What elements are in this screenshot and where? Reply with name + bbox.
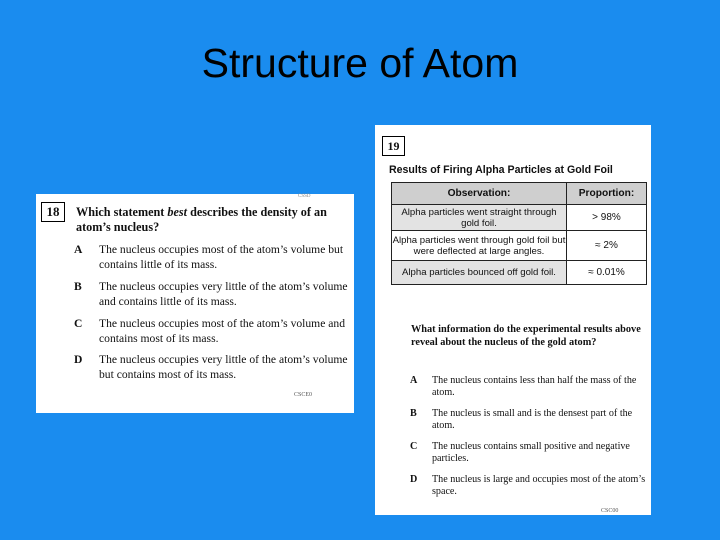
option-letter: B [410,408,417,419]
option-letter: D [410,474,418,485]
option-text: The nucleus contains less than half the mass of the atom. [432,375,637,399]
proportion-cell: > 98% [567,205,647,231]
option-letter: A [74,243,83,256]
slide-title: Structure of Atom [201,40,519,86]
question-19-number: 19 [382,136,405,156]
option-text: The nucleus occupies most of the atom’s volume but contains little of its mass. [99,243,344,271]
table-header-observation: Observation: [392,183,567,205]
results-table [391,182,647,285]
emphasis-text: best [167,205,188,219]
observation-cell: Alpha particles went through gold foil but were deflected at large angles. [392,231,567,261]
table-row [392,261,647,285]
option-letter: C [410,441,418,452]
option-text: The nucleus occupies very little of the atom’s volume but contains most of its mass. [99,353,348,381]
question-19-card [375,125,651,515]
question-18-tag: CSSD [298,194,311,199]
proportion-cell: ≈ 2% [567,231,647,261]
question-19-table-title: Results of Firing Alpha Particles at Gold Foil [389,164,613,176]
option-text: The nucleus contains small positive and negative particles. [432,441,630,465]
question-19-code: CSC00 [601,508,619,514]
table-row [392,231,647,261]
proportion-cell: ≈ 0.01% [567,261,647,285]
option-letter: B [74,280,82,293]
option-letter: D [74,353,83,366]
option-text: The nucleus occupies most of the atom’s volume and contains most of its mass. [99,317,345,345]
observation-cell: Alpha particles went straight through gold foil. [392,205,567,231]
observation-cell: Alpha particles bounced off gold foil. [392,261,567,285]
question-19-stem: What information do the experimental results above reveal about the nucleus of the gold atom? [411,324,641,348]
table-row [392,205,647,231]
table-header-proportion: Proportion: [567,183,647,205]
question-18-number: 18 [41,202,65,222]
option-text: The nucleus is small and is the densest part of the atom. [432,408,633,432]
option-letter: C [74,317,83,330]
option-text: The nucleus is large and occupies most of the atom’s space. [432,474,646,498]
question-18-stem: Which statement best describes the density of an atom’s nucleus? [76,205,327,234]
option-letter: A [410,375,418,386]
option-text: The nucleus occupies very little of the atom’s volume and contains little of its mass. [99,280,348,308]
question-18-code: CSCE0 [294,392,313,398]
question-18-card [36,194,354,413]
